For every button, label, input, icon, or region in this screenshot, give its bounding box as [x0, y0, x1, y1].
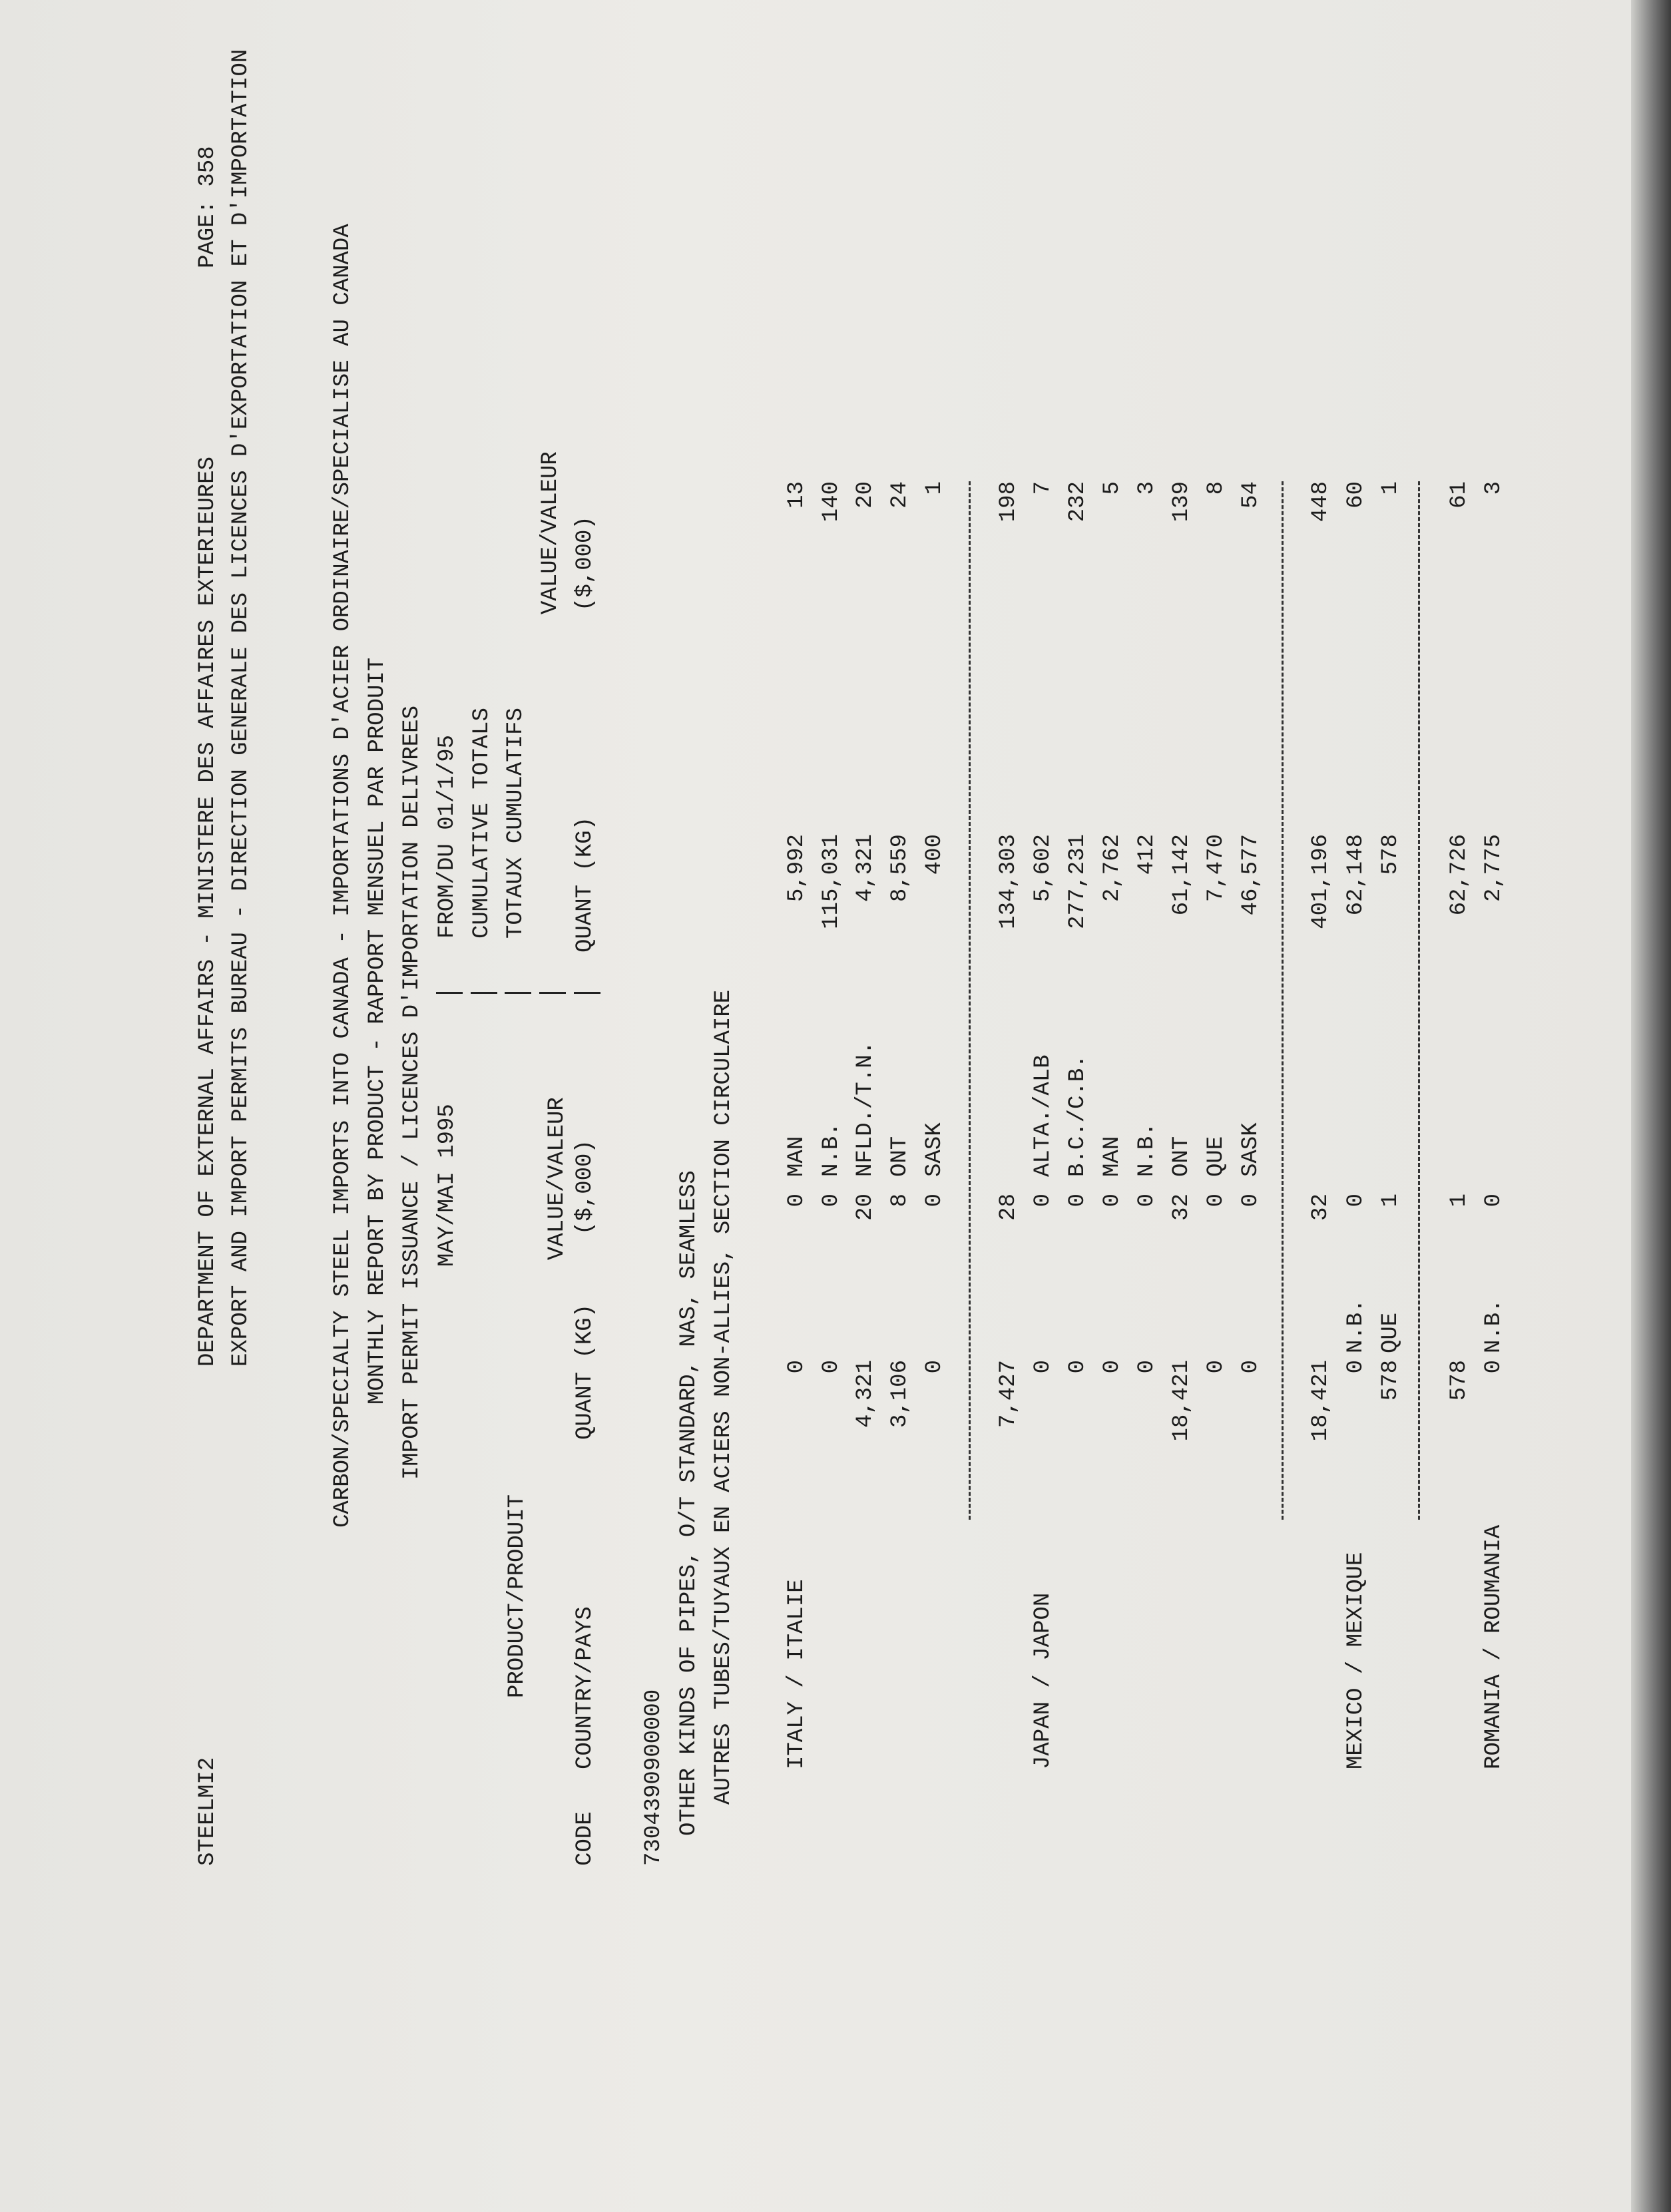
cum-quant-cell: 5,992 [784, 834, 810, 903]
cum-quant-cell: 5,602 [1031, 834, 1056, 903]
cum-quant-total: 401,196 [1308, 834, 1333, 929]
cum-quant-cell: 412 [1134, 834, 1160, 875]
quant-cell: 0 [1031, 1360, 1056, 1374]
province-cell: SASK [1238, 1122, 1264, 1177]
separator [436, 992, 463, 994]
separator [539, 992, 566, 994]
cum-value-cell: 8 [1204, 481, 1229, 495]
province-cell: ONT [887, 1136, 913, 1177]
quant-cell: 0 [1065, 1360, 1090, 1374]
country-name: JAPAN / JAPON [1031, 1592, 1056, 1769]
quant-cell: 0 [1343, 1360, 1369, 1374]
country-name: ROMANIA / ROUMANIA [1481, 1524, 1507, 1769]
province-cell: N.B. [1343, 1299, 1369, 1353]
quant-cell: 0 [784, 1360, 810, 1374]
quant-cell: 0 [1238, 1360, 1264, 1374]
cum-value-total: 198 [996, 481, 1021, 523]
cum-quant-cell: 4,321 [853, 834, 878, 903]
quant-cell: 0 [1134, 1360, 1160, 1374]
cum-totals-header: CUMULATIVE TOTALS [469, 708, 495, 939]
cum-quant-total: 62,726 [1447, 834, 1472, 916]
value-cell: 0 [1204, 1194, 1229, 1208]
value-cell: 0 [1031, 1194, 1056, 1208]
country-header: COUNTRY/PAYS [573, 1606, 598, 1769]
quant-total: 18,421 [1308, 1360, 1333, 1442]
province-cell: SASK [922, 1122, 947, 1177]
quant-cell: 0 [819, 1360, 844, 1374]
code-header: CODE [573, 1811, 598, 1866]
cum-value-cell: 1 [922, 481, 947, 495]
quant-cell: 4,321 [853, 1360, 878, 1429]
report-subtitle: MONTHLY REPORT BY PRODUCT - RAPPORT MENSUEL PAR PRODUIT [365, 657, 390, 1405]
cum-quant-cell: 62,148 [1343, 834, 1369, 916]
value-cell: 0 [1065, 1194, 1090, 1208]
department-line: DEPARTMENT OF EXTERNAL AFFAIRS - MINISTERE DES AFFAIRES EXTERIEURES [195, 456, 220, 1367]
value-cell: 20 [853, 1194, 878, 1221]
value-header: VALUE/VALEUR [545, 1097, 570, 1260]
province-cell: ALTA./ALB [1031, 1054, 1056, 1177]
cum-quant-cell: 46,577 [1238, 834, 1264, 916]
cum-value-total: 448 [1308, 481, 1333, 523]
value-cell: 0 [1238, 1194, 1264, 1208]
cum-quant-total: 134,303 [996, 834, 1021, 929]
country-name: MEXICO / MEXIQUE [1343, 1552, 1369, 1769]
cum-quant-cell: 2,775 [1481, 834, 1507, 903]
value-cell: 0 [1343, 1194, 1369, 1208]
value-cell: 0 [784, 1194, 810, 1208]
cum-quant-cell: 115,031 [819, 834, 844, 929]
quant-cell: 0 [1204, 1360, 1229, 1374]
cum-quant-cell: 578 [1378, 834, 1403, 875]
cum-value-cell: 232 [1065, 481, 1090, 523]
product-code: 7304390900000 [641, 1689, 666, 1866]
report-period: MAY/MAI 1995 [435, 1104, 460, 1267]
cum-value-cell: 7 [1031, 481, 1056, 495]
value-total: 28 [996, 1194, 1021, 1221]
value-total: 1 [1447, 1194, 1472, 1208]
province-cell: MAN [784, 1136, 810, 1177]
report-id: STEELMI2 [195, 1757, 220, 1866]
cum-quant-cell: 8,559 [887, 834, 913, 903]
value-cell: 0 [1100, 1194, 1125, 1208]
quant-total: 578 [1447, 1360, 1472, 1401]
province-cell: NFLD./T.N. [853, 1040, 878, 1177]
cum-value-cell: 24 [887, 481, 913, 509]
cum-value-cell: 20 [853, 481, 878, 509]
bureau-line: EXPORT AND IMPORT PERMITS BUREAU - DIRECTION GENERALE DES LICENCES D'EXPORTATION ET D'IMPORTATION [228, 49, 254, 1367]
cum-from-header: FROM/DU 01/1/95 [435, 734, 460, 939]
cum-totals-fr-header: TOTAUX CUMULATIFS [503, 708, 529, 939]
value-cell: 0 [922, 1194, 947, 1208]
separator [574, 992, 600, 994]
country-name: ITALY / ITALIE [784, 1579, 810, 1769]
cum-quant-cell: 7,470 [1204, 834, 1229, 903]
value-cell: 0 [1481, 1194, 1507, 1208]
cum-quant-cell: 400 [922, 834, 947, 875]
quant-cell: 3,106 [887, 1360, 913, 1429]
value-cell: 1 [1378, 1194, 1403, 1208]
cum-value-cell: 5 [1100, 481, 1125, 495]
product-header: PRODUCT/PRODUIT [505, 1494, 530, 1698]
quant-total: 7,427 [996, 1360, 1021, 1429]
province-cell: B.C./C.B. [1065, 1054, 1090, 1177]
quant-cell: 0 [1481, 1360, 1507, 1374]
cum-quant-header: QUANT (KG) [573, 816, 598, 953]
subtotal-rule [1418, 481, 1420, 1520]
cum-value-cell: 60 [1343, 481, 1369, 509]
cum-quant-cell: 2,762 [1100, 834, 1125, 903]
report-subtitle-2: IMPORT PERMIT ISSUANCE / LICENCES D'IMPORTATION DELIVREES [399, 706, 425, 1480]
subtotal-rule [969, 481, 971, 1520]
cum-value-cell: 3 [1481, 481, 1507, 495]
value-cell: 32 [1169, 1194, 1194, 1221]
cum-quant-cell: 61,142 [1169, 834, 1194, 916]
cum-value-cell: 139 [1169, 481, 1194, 523]
province-cell: QUE [1378, 1312, 1403, 1353]
separator [471, 992, 497, 994]
quant-header: QUANT (KG) [573, 1303, 598, 1440]
page-number: PAGE: 358 [195, 146, 220, 268]
province-cell: MAN [1100, 1136, 1125, 1177]
page-edge-shadow [1631, 0, 1671, 2212]
province-cell: QUE [1204, 1136, 1229, 1177]
cum-value-cell: 3 [1134, 481, 1160, 495]
value-total: 32 [1308, 1194, 1333, 1221]
product-description: OTHER KINDS OF PIPES, O/T STANDARD, NAS, SEAMLESS [676, 1170, 702, 1836]
value-unit-header: ($,000) [573, 1140, 598, 1235]
quant-cell: 0 [1100, 1360, 1125, 1374]
cum-value-cell: 13 [784, 481, 810, 509]
separator [505, 992, 531, 994]
cum-value-cell: 140 [819, 481, 844, 523]
cum-value-cell: 54 [1238, 481, 1264, 509]
quant-cell: 18,421 [1169, 1360, 1194, 1442]
product-description-fr: AUTRES TUBES/TUYAUX EN ACIERS NON-ALLIES, SECTION CIRCULAIRE [711, 989, 736, 1805]
subtotal-rule [1282, 481, 1284, 1520]
value-cell: 0 [819, 1194, 844, 1208]
province-cell: N.B. [1481, 1299, 1507, 1353]
province-cell: N.B. [1134, 1122, 1160, 1177]
cum-value-cell: 1 [1378, 481, 1403, 495]
quant-cell: 578 [1378, 1360, 1403, 1401]
cum-value-header: VALUE/VALEUR [538, 451, 563, 614]
province-cell: ONT [1169, 1136, 1194, 1177]
report-title: CARBON/SPECIALTY STEEL IMPORTS INTO CANADA - IMPORTATIONS D'ACIER ORDINAIRE/SPECIALISE AU CANADA [330, 224, 356, 1528]
cum-quant-cell: 277,231 [1065, 834, 1090, 929]
value-cell: 0 [1134, 1194, 1160, 1208]
quant-cell: 0 [922, 1360, 947, 1374]
cum-value-unit-header: ($,000) [573, 516, 598, 611]
cum-value-total: 61 [1447, 481, 1472, 509]
value-cell: 8 [887, 1194, 913, 1208]
province-cell: N.B. [819, 1122, 844, 1177]
